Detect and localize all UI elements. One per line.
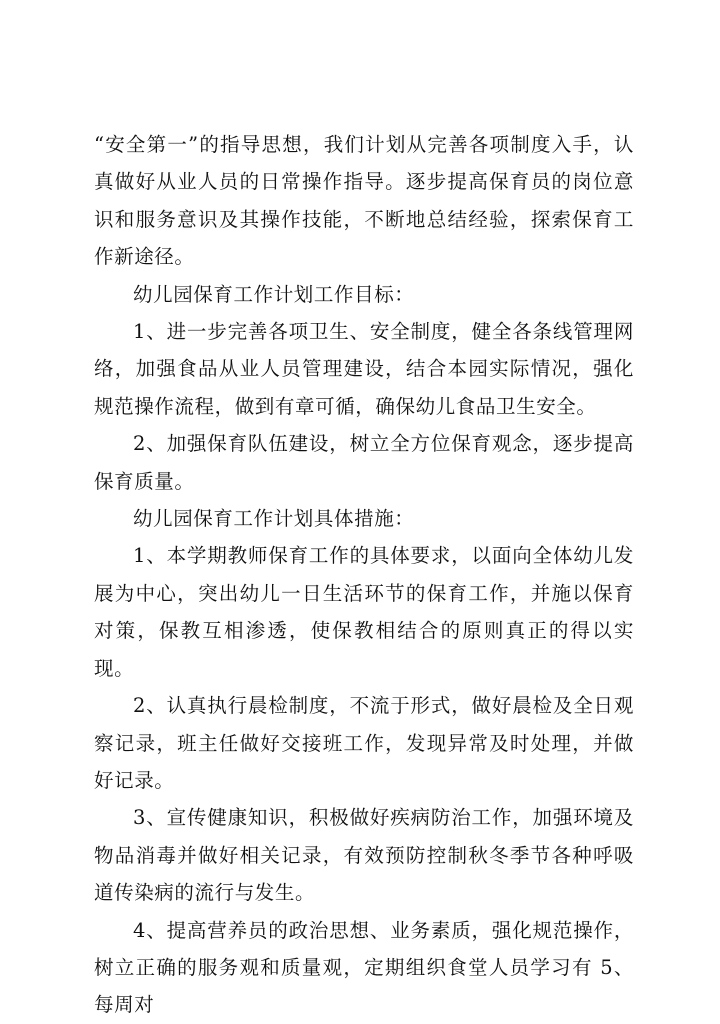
paragraph-goal-1: 1、进一步完善各项卫生、安全制度，健全各条线管理网络，加强食品从业人员管理建设，结合本园实际情况，强化规范操作流程，做到有章可循，确保幼儿食品卫生安全。 [94,320,634,418]
paragraph-measure-4: 4、提高营养员的政治思想、业务素质，强化规范操作，树立正确的服务观和质量观，定期组织食堂人员学习有 5、每周对 [94,918,634,1017]
paragraph-measure-2: 2、认真执行晨检制度，不流于形式，做好晨检及全日观察记录，班主任做好交接班工作，发现异常及时处理，并做好记录。 [94,694,634,792]
document-body [94,126,634,1024]
paragraph-intro: “安全第一”的指导思想，我们计划从完善各项制度入手，认真做好从业人员的日常操作指导。逐步提高保育员的岗位意识和服务意识及其操作技能，不断地总结经验，探索保育工作新途径。 [94,133,634,269]
heading-goals: 幼儿园保育工作计划工作目标： [133,282,415,306]
paragraph-measure-1: 1、本学期教师保育工作的具体要求，以面向全体幼儿发展为中心，突出幼儿一日生活环节的保育工作，并施以保育对策，保教互相渗透，使保教相结合的原则真正的得以实现。 [94,544,634,680]
paragraph-goal-2: 2、加强保育队伍建设，树立全方位保育观念，逐步提高保育质量。 [94,432,634,493]
paragraph-measure-3: 3、宣传健康知识，积极做好疾病防治工作，加强环境及物品消毒并做好相关记录，有效预防控制秋冬季节各种呼吸道传染病的流行与发生。 [94,806,634,905]
heading-measures: 幼儿园保育工作计划具体措施： [133,507,415,531]
